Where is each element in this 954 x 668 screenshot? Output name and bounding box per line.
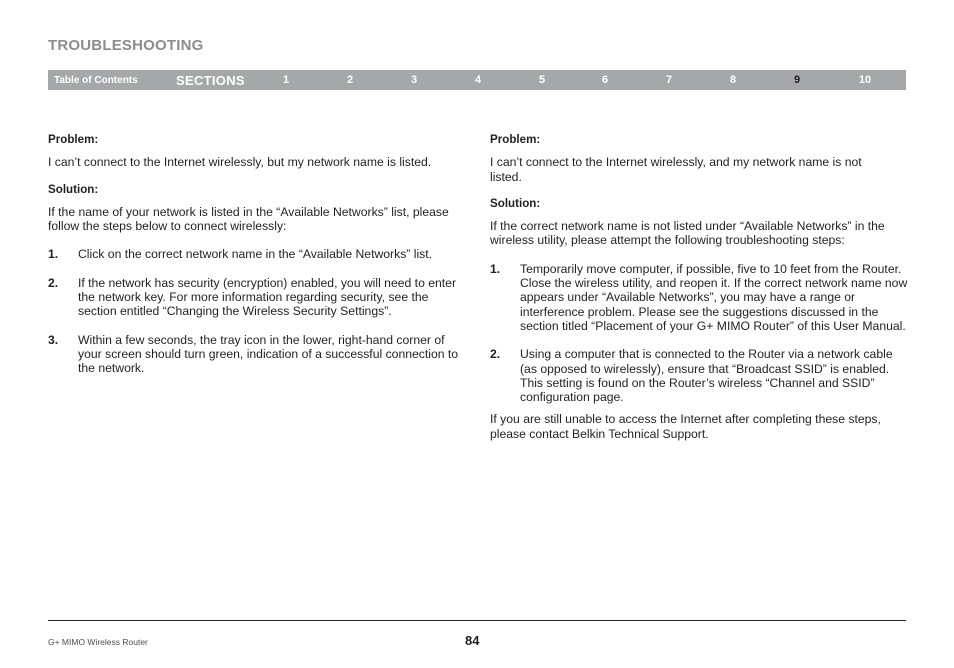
list-item [48,333,468,376]
problem-label: Problem: [48,133,99,146]
solution-label: Solution: [490,196,541,210]
step-number: 2. [490,347,501,362]
section-nav-bar [48,70,906,90]
section-link-9-current[interactable]: 9 [793,74,801,86]
section-link-8[interactable]: 8 [729,74,737,86]
list-item [490,262,910,333]
footer-product-name: G+ MIMO Wireless Router [48,637,148,647]
list-item [48,276,468,319]
section-link-2[interactable]: 2 [346,74,354,86]
footer-divider [48,620,906,621]
sections-label: SECTIONS [176,73,245,88]
left-column [48,133,468,376]
section-link-1[interactable]: 1 [282,74,290,86]
problem-text: I can’t connect to the Internet wirelessly, but my network name is listed. [48,155,432,170]
step-text: If the network has security (encryption) enabled, you will need to enter the network key. For more information regarding security, see the section entitled “Changing the Wireless Security Settings”. [78,275,457,319]
problem-text: I can’t connect to the Internet wirelessly, and my network name is not listed. [490,155,862,184]
closing-text: If you are still unable to access the Internet after completing these steps, please contact Belkin Technical Support. [490,412,881,441]
list-item [490,347,910,404]
step-number: 1. [490,261,501,276]
right-column [490,133,910,441]
step-number: 1. [48,247,59,262]
step-text: Temporarily move computer, if possible, five to 10 feet from the Router. Close the wireless utility, and reopen it. If the correct network name now appears under “Available Networks”, you may have a range or interference problem. Please see the suggestions discussed in the section titled “Placement of your G+ MIMO Router” of this User Manual. [520,261,908,333]
step-number: 2. [48,275,59,290]
section-link-6[interactable]: 6 [601,74,609,86]
problem-label: Problem: [490,133,541,146]
step-text: Click on the correct network name in the “Available Networks” list. [78,247,433,262]
solution-intro: If the name of your network is listed in the “Available Networks” list, please follow the steps below to connect wirelessly: [48,204,449,234]
section-link-4[interactable]: 4 [474,74,482,86]
list-item [48,247,468,261]
section-link-7[interactable]: 7 [665,74,673,86]
step-text: Using a computer that is connected to the Router via a network cable (as opposed to wirelessly), ensure that “Broadcast SSID” is enabled. This setting is found on the Router’s wireless “Channel and SSID” configuration page. [520,347,893,405]
step-text: Within a few seconds, the tray icon in the lower, right-hand corner of your screen should turn green, indication of a successful connection to the network. [78,332,459,376]
step-number: 3. [48,332,59,347]
section-link-3[interactable]: 3 [410,74,418,86]
table-of-contents-link[interactable]: Table of Contents [54,75,138,86]
page-title: TROUBLESHOOTING [48,37,204,54]
section-link-10[interactable]: 10 [858,74,872,86]
solution-intro: If the correct network name is not listed under “Available Networks” in the wireless utility, please attempt the following troubleshooting steps: [490,219,885,248]
page-number: 84 [465,633,480,648]
section-link-5[interactable]: 5 [538,74,546,86]
solution-label: Solution: [48,182,99,196]
